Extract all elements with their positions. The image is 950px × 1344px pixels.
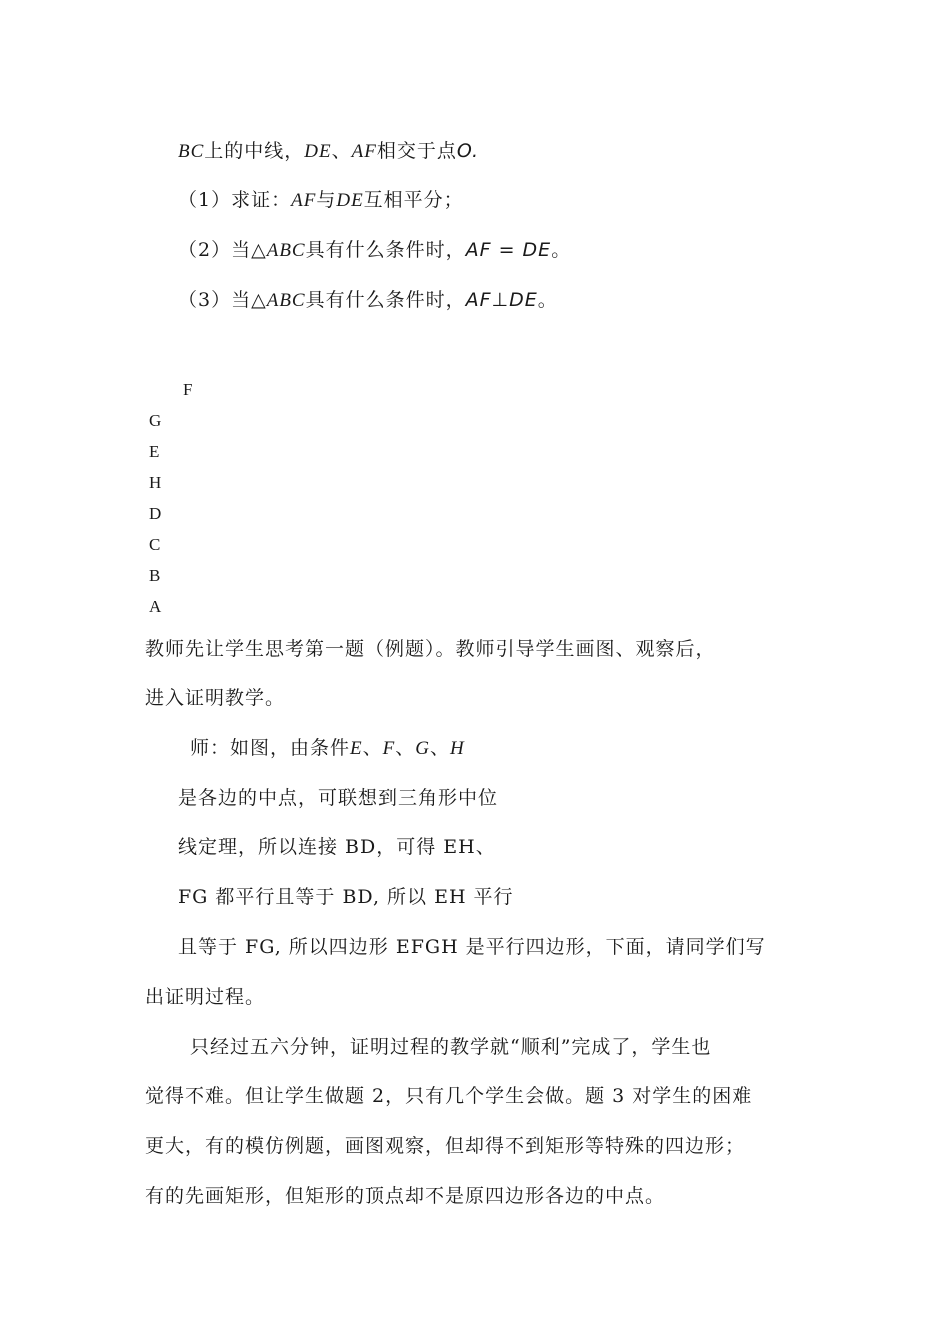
text: 、 [362, 737, 383, 759]
triangle-abc: ABC [266, 290, 306, 311]
text: 具有什么条件时， [305, 289, 466, 311]
figure-label-h: H [149, 473, 162, 492]
text: 当△ [231, 289, 267, 311]
text: 、 [331, 140, 352, 162]
paragraph-2-line-5: 且等于 FG, 所以四边形 EFGH 是平行四边形，下面，请同学们写 [178, 936, 766, 958]
point-h: H [450, 738, 465, 759]
figure-label-d: D [149, 504, 162, 523]
problem-item-1 [178, 188, 464, 213]
paragraph-3-line-1: 只经过五六分钟，证明过程的教学就“顺利”完成了，学生也 [190, 1036, 712, 1058]
paragraph-2-line-6: 出证明过程。 [145, 986, 266, 1008]
text: 相交于点 [376, 140, 457, 162]
equation: AF = DE [465, 239, 552, 261]
paragraph-3-line-2: 觉得不难。但让学生做题 2，只有几个学生会做。题 3 对学生的困难 [145, 1085, 753, 1107]
paragraph-1-line-2: 进入证明教学。 [145, 687, 286, 709]
problem-item-3 [178, 288, 558, 313]
point-f: F [382, 738, 396, 759]
text: 上的中线， [204, 140, 305, 162]
point-g: G [415, 738, 430, 759]
item-number: （2） [178, 239, 232, 261]
segment-de: DE [336, 190, 364, 211]
segment-bc: BC [178, 141, 205, 162]
figure-label-c: C [149, 535, 161, 554]
text: 具有什么条件时， [305, 239, 466, 261]
triangle-abc: ABC [266, 240, 306, 261]
point-o: O. [456, 140, 480, 162]
paragraph-2-line-3: 线定理，所以连接 BD，可得 EH、 [178, 836, 496, 858]
text: 。 [537, 289, 558, 311]
paragraph-3-line-3: 更大，有的模仿例题，画图观察，但却得不到矩形等特殊的四边形； [145, 1135, 746, 1157]
paragraph-2-line-4: FG 都平行且等于 BD, 所以 EH 平行 [178, 886, 514, 908]
figure-label-g: G [149, 411, 162, 430]
segment-af: AF [291, 190, 317, 211]
paragraph-1-line-1: 教师先让学生思考第一题（例题）。教师引导学生画图、观察后， [145, 638, 716, 660]
point-e: E [350, 738, 363, 759]
equation: AF⊥DE [465, 289, 538, 311]
figure-label-f: F [183, 380, 193, 399]
text: 、 [430, 737, 451, 759]
text: 与 [316, 189, 337, 211]
segment-de: DE [304, 141, 332, 162]
item-number: （3） [178, 289, 232, 311]
text: 求证： [231, 189, 292, 211]
text: 。 [551, 239, 572, 261]
figure-label-a: A [149, 597, 162, 616]
text: 师：如图，由条件 [190, 737, 351, 759]
text: 当△ [231, 239, 267, 261]
paragraph-2-line-2: 是各边的中点，可联想到三角形中位 [178, 787, 499, 809]
problem-item-2 [178, 238, 571, 263]
problem-line-1 [178, 139, 479, 164]
segment-af: AF [351, 141, 377, 162]
figure-label-b: B [149, 566, 161, 585]
paragraph-3-line-4: 有的先画矩形，但矩形的顶点却不是原四边形各边的中点。 [145, 1185, 666, 1207]
text: 、 [395, 737, 416, 759]
text: 互相平分； [363, 189, 464, 211]
teacher-line [190, 736, 465, 761]
figure-label-e: E [149, 442, 160, 461]
item-number: （1） [178, 189, 232, 211]
